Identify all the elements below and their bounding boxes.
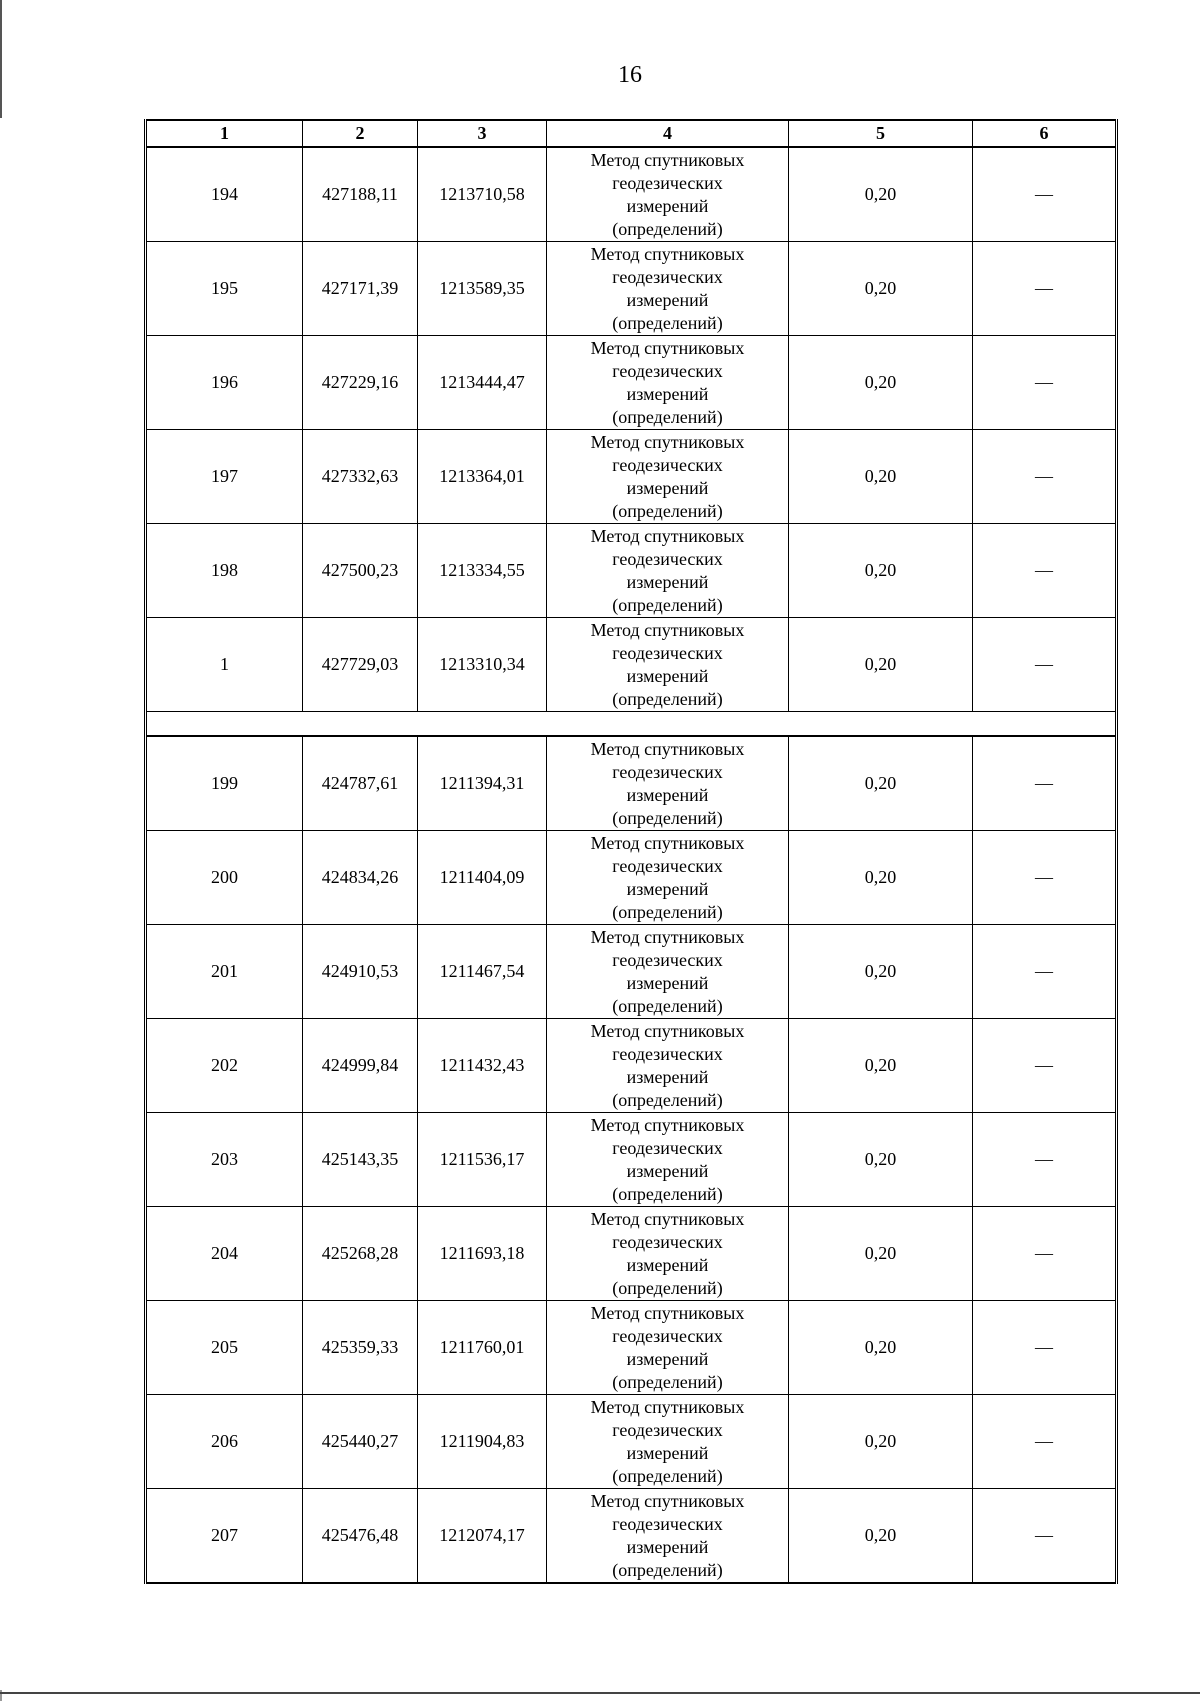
method-line: Метод спутниковых [590, 1208, 745, 1229]
point-number-cell: 198 [146, 524, 303, 618]
table-row [146, 147, 1117, 242]
method-line: (определений) [612, 807, 723, 828]
group-separator-row [146, 712, 1117, 737]
column-header: 6 [973, 120, 1117, 147]
scan-edge-bottom [0, 1692, 1200, 1694]
method-line: Метод спутниковых [590, 1020, 745, 1041]
column-header: 3 [418, 120, 547, 147]
method-line: измерений [626, 477, 709, 498]
method-line: геодезических [612, 1043, 723, 1064]
method-line: измерений [626, 195, 709, 216]
column-header: 5 [789, 120, 973, 147]
note-cell: — [973, 524, 1117, 618]
point-number-cell: 201 [146, 925, 303, 1019]
method-line: измерений [626, 665, 709, 686]
method-line: (определений) [612, 500, 723, 521]
x-coordinate-cell: 424999,84 [303, 1019, 418, 1113]
method-line: (определений) [612, 688, 723, 709]
method-cell [547, 1395, 789, 1489]
note-cell: — [973, 242, 1117, 336]
point-number-cell: 207 [146, 1489, 303, 1584]
method-line: геодезических [612, 1419, 723, 1440]
method-line: геодезических [612, 548, 723, 569]
y-coordinate-cell: 1211904,83 [418, 1395, 547, 1489]
note-cell: — [973, 430, 1117, 524]
page-number: 16 [618, 62, 642, 88]
x-coordinate-cell: 427332,63 [303, 430, 418, 524]
method-line: (определений) [612, 1465, 723, 1486]
y-coordinate-cell: 1211760,01 [418, 1301, 547, 1395]
y-coordinate-cell: 1211536,17 [418, 1113, 547, 1207]
note-cell: — [973, 1113, 1117, 1207]
table-row [146, 1207, 1117, 1301]
method-cell [547, 430, 789, 524]
note-cell: — [973, 336, 1117, 430]
point-number-cell: 196 [146, 336, 303, 430]
method-line: измерений [626, 1254, 709, 1275]
column-header: 4 [547, 120, 789, 147]
x-coordinate-cell: 424910,53 [303, 925, 418, 1019]
table-row [146, 1395, 1117, 1489]
scan-edge-left [0, 0, 2, 1701]
accuracy-cell: 0,20 [789, 336, 973, 430]
method-line: геодезических [612, 1137, 723, 1158]
accuracy-cell: 0,20 [789, 1395, 973, 1489]
method-cell [547, 336, 789, 430]
y-coordinate-cell: 1211404,09 [418, 831, 547, 925]
y-coordinate-cell: 1211693,18 [418, 1207, 547, 1301]
method-line: измерений [626, 289, 709, 310]
method-line: (определений) [612, 312, 723, 333]
table-row [146, 1019, 1117, 1113]
table-row [146, 1113, 1117, 1207]
table-row [146, 1301, 1117, 1395]
accuracy-cell: 0,20 [789, 524, 973, 618]
point-number-cell: 206 [146, 1395, 303, 1489]
method-cell [547, 831, 789, 925]
y-coordinate-cell: 1212074,17 [418, 1489, 547, 1584]
method-line: Метод спутниковых [590, 525, 745, 546]
separator-cell [146, 712, 1117, 737]
accuracy-cell: 0,20 [789, 1019, 973, 1113]
method-cell [547, 618, 789, 712]
method-line: Метод спутниковых [590, 431, 745, 452]
method-line: (определений) [612, 1559, 723, 1580]
method-line: (определений) [612, 594, 723, 615]
point-number-cell: 202 [146, 1019, 303, 1113]
method-cell [547, 1207, 789, 1301]
table-row [146, 336, 1117, 430]
method-cell [547, 524, 789, 618]
x-coordinate-cell: 425268,28 [303, 1207, 418, 1301]
method-cell [547, 147, 789, 242]
accuracy-cell: 0,20 [789, 1113, 973, 1207]
table-row [146, 242, 1117, 336]
method-line: Метод спутниковых [590, 832, 745, 853]
method-line: геодезических [612, 360, 723, 381]
point-number-cell: 199 [146, 736, 303, 831]
point-number-cell: 203 [146, 1113, 303, 1207]
x-coordinate-cell: 424787,61 [303, 736, 418, 831]
point-number-cell: 200 [146, 831, 303, 925]
accuracy-cell: 0,20 [789, 618, 973, 712]
method-line: геодезических [612, 454, 723, 475]
x-coordinate-cell: 427171,39 [303, 242, 418, 336]
method-line: геодезических [612, 1231, 723, 1252]
y-coordinate-cell: 1213334,55 [418, 524, 547, 618]
y-coordinate-cell: 1211432,43 [418, 1019, 547, 1113]
accuracy-cell: 0,20 [789, 736, 973, 831]
note-cell: — [973, 925, 1117, 1019]
note-cell: — [973, 1395, 1117, 1489]
method-line: Метод спутниковых [590, 1396, 745, 1417]
method-cell [547, 1301, 789, 1395]
y-coordinate-cell: 1211467,54 [418, 925, 547, 1019]
method-line: геодезических [612, 1325, 723, 1346]
method-cell [547, 925, 789, 1019]
point-number-cell: 195 [146, 242, 303, 336]
note-cell: — [973, 1301, 1117, 1395]
y-coordinate-cell: 1213310,34 [418, 618, 547, 712]
x-coordinate-cell: 427500,23 [303, 524, 418, 618]
method-line: измерений [626, 1536, 709, 1557]
method-line: геодезических [612, 1513, 723, 1534]
y-coordinate-cell: 1213589,35 [418, 242, 547, 336]
method-line: измерений [626, 878, 709, 899]
accuracy-cell: 0,20 [789, 1301, 973, 1395]
method-line: измерений [626, 1442, 709, 1463]
method-line: Метод спутниковых [590, 1114, 745, 1135]
table-row [146, 736, 1117, 831]
method-line: геодезических [612, 949, 723, 970]
method-line: (определений) [612, 1183, 723, 1204]
accuracy-cell: 0,20 [789, 242, 973, 336]
method-line: (определений) [612, 995, 723, 1016]
table-row [146, 1489, 1117, 1584]
header-row [146, 120, 1117, 147]
note-cell: — [973, 1207, 1117, 1301]
x-coordinate-cell: 425440,27 [303, 1395, 418, 1489]
column-header: 2 [303, 120, 418, 147]
method-line: Метод спутниковых [590, 738, 745, 759]
point-number-cell: 204 [146, 1207, 303, 1301]
point-number-cell: 194 [146, 147, 303, 242]
note-cell: — [973, 831, 1117, 925]
x-coordinate-cell: 427229,16 [303, 336, 418, 430]
method-line: Метод спутниковых [590, 619, 745, 640]
accuracy-cell: 0,20 [789, 147, 973, 242]
note-cell: — [973, 1019, 1117, 1113]
method-line: Метод спутниковых [590, 1490, 745, 1511]
table-row [146, 618, 1117, 712]
accuracy-cell: 0,20 [789, 925, 973, 1019]
method-cell [547, 242, 789, 336]
note-cell: — [973, 736, 1117, 831]
method-line: Метод спутниковых [590, 337, 745, 358]
table-row [146, 831, 1117, 925]
y-coordinate-cell: 1211394,31 [418, 736, 547, 831]
accuracy-cell: 0,20 [789, 1207, 973, 1301]
point-number-cell: 197 [146, 430, 303, 524]
table-row [146, 430, 1117, 524]
accuracy-cell: 0,20 [789, 430, 973, 524]
x-coordinate-cell: 425359,33 [303, 1301, 418, 1395]
method-line: измерений [626, 972, 709, 993]
x-coordinate-cell: 425143,35 [303, 1113, 418, 1207]
method-cell [547, 736, 789, 831]
method-line: (определений) [612, 1277, 723, 1298]
y-coordinate-cell: 1213364,01 [418, 430, 547, 524]
x-coordinate-cell: 427729,03 [303, 618, 418, 712]
method-line: (определений) [612, 1371, 723, 1392]
method-line: геодезических [612, 855, 723, 876]
method-line: (определений) [612, 1089, 723, 1110]
table-row [146, 524, 1117, 618]
note-cell: — [973, 147, 1117, 242]
method-line: геодезических [612, 172, 723, 193]
method-line: (определений) [612, 218, 723, 239]
method-line: геодезических [612, 761, 723, 782]
method-line: Метод спутниковых [590, 1302, 745, 1323]
method-cell [547, 1113, 789, 1207]
method-line: Метод спутниковых [590, 149, 745, 170]
x-coordinate-cell: 425476,48 [303, 1489, 418, 1584]
method-line: Метод спутниковых [590, 926, 745, 947]
point-number-cell: 205 [146, 1301, 303, 1395]
x-coordinate-cell: 427188,11 [303, 147, 418, 242]
method-line: измерений [626, 1066, 709, 1087]
method-line: Метод спутниковых [590, 243, 745, 264]
accuracy-cell: 0,20 [789, 1489, 973, 1584]
method-line: (определений) [612, 901, 723, 922]
method-line: геодезических [612, 266, 723, 287]
method-line: измерений [626, 784, 709, 805]
method-line: (определений) [612, 406, 723, 427]
method-line: геодезических [612, 642, 723, 663]
table-body [146, 147, 1117, 1583]
y-coordinate-cell: 1213444,47 [418, 336, 547, 430]
accuracy-cell: 0,20 [789, 831, 973, 925]
method-cell [547, 1019, 789, 1113]
x-coordinate-cell: 424834,26 [303, 831, 418, 925]
method-line: измерений [626, 383, 709, 404]
note-cell: — [973, 1489, 1117, 1584]
y-coordinate-cell: 1213710,58 [418, 147, 547, 242]
point-number-cell: 1 [146, 618, 303, 712]
method-line: измерений [626, 1348, 709, 1369]
method-line: измерений [626, 571, 709, 592]
table-row [146, 925, 1117, 1019]
method-cell [547, 1489, 789, 1584]
column-header: 1 [146, 120, 303, 147]
note-cell: — [973, 618, 1117, 712]
coordinates-table [144, 119, 1118, 1584]
method-line: измерений [626, 1160, 709, 1181]
